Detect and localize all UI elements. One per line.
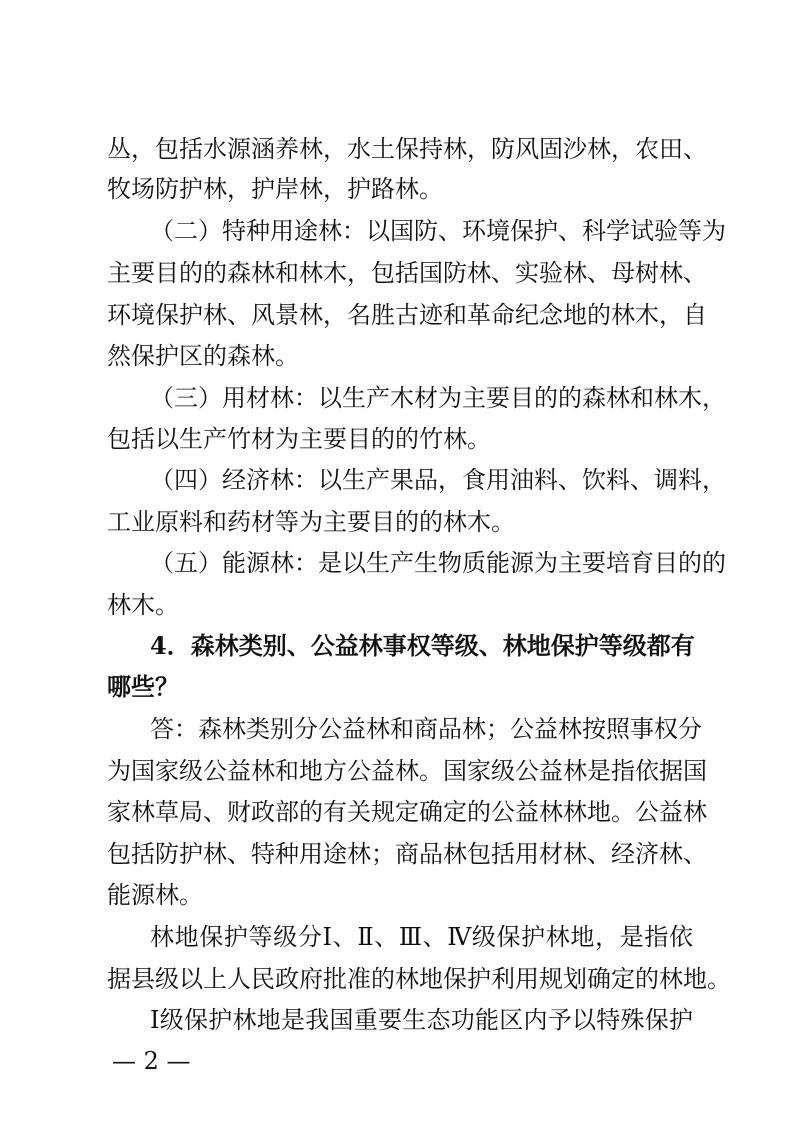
text-line: 林地保护等级分Ⅰ、Ⅱ、Ⅲ、Ⅳ级保护林地，是指依	[150, 923, 693, 951]
page-number: — 2 —	[112, 1047, 191, 1075]
text-line: 牧场防护林，护岸林，护路林。	[107, 175, 443, 203]
text-line: 为国家级公益林和地方公益林。国家级公益林是指依据国	[107, 757, 707, 785]
text-line: 家林草局、财政部的有关规定确定的公益林林地。公益林	[107, 798, 707, 826]
text-line: （三）用材林：以生产木材为主要目的的森林和林木，	[150, 384, 726, 412]
text-line: 包括以生产竹材为主要目的的竹林。	[107, 425, 491, 453]
text-line: 环境保护林、风景林，名胜古迹和革命纪念地的林木，自	[107, 301, 707, 329]
text-line: 能源林。	[107, 881, 203, 909]
text-line: （二）特种用途林：以国防、环境保护、科学试验等为	[150, 217, 726, 245]
text-line: 工业原料和药材等为主要目的的林木。	[107, 508, 515, 536]
text-line: 据县级以上人民政府批准的林地保护利用规划确定的林地。	[107, 965, 731, 993]
text-line: （四）经济林：以生产果品，食用油料、饮料、调料，	[150, 466, 726, 494]
text-line: Ⅰ级保护林地是我国重要生态功能区内予以特殊保护	[150, 1006, 693, 1034]
text-line: （五）能源林：是以生产生物质能源为主要培育目的的	[150, 549, 726, 577]
question-heading: 4．森林类别、公益林事权等级、林地保护等级都有	[150, 631, 695, 660]
text-line: 林木。	[107, 591, 179, 619]
question-heading: 哪些？	[107, 672, 179, 701]
text-line: 主要目的的森林和林木，包括国防林、实验林、母树林、	[107, 259, 707, 287]
text-line: 丛，包括水源涵养林，水土保持林，防风固沙林，农田、	[107, 135, 707, 163]
text-line: 然保护区的森林。	[107, 342, 299, 370]
text-line: 包括防护林、特种用途林；商品林包括用材林、经济林、	[107, 840, 707, 868]
text-line: 答：森林类别分公益林和商品林；公益林按照事权分	[150, 715, 702, 743]
